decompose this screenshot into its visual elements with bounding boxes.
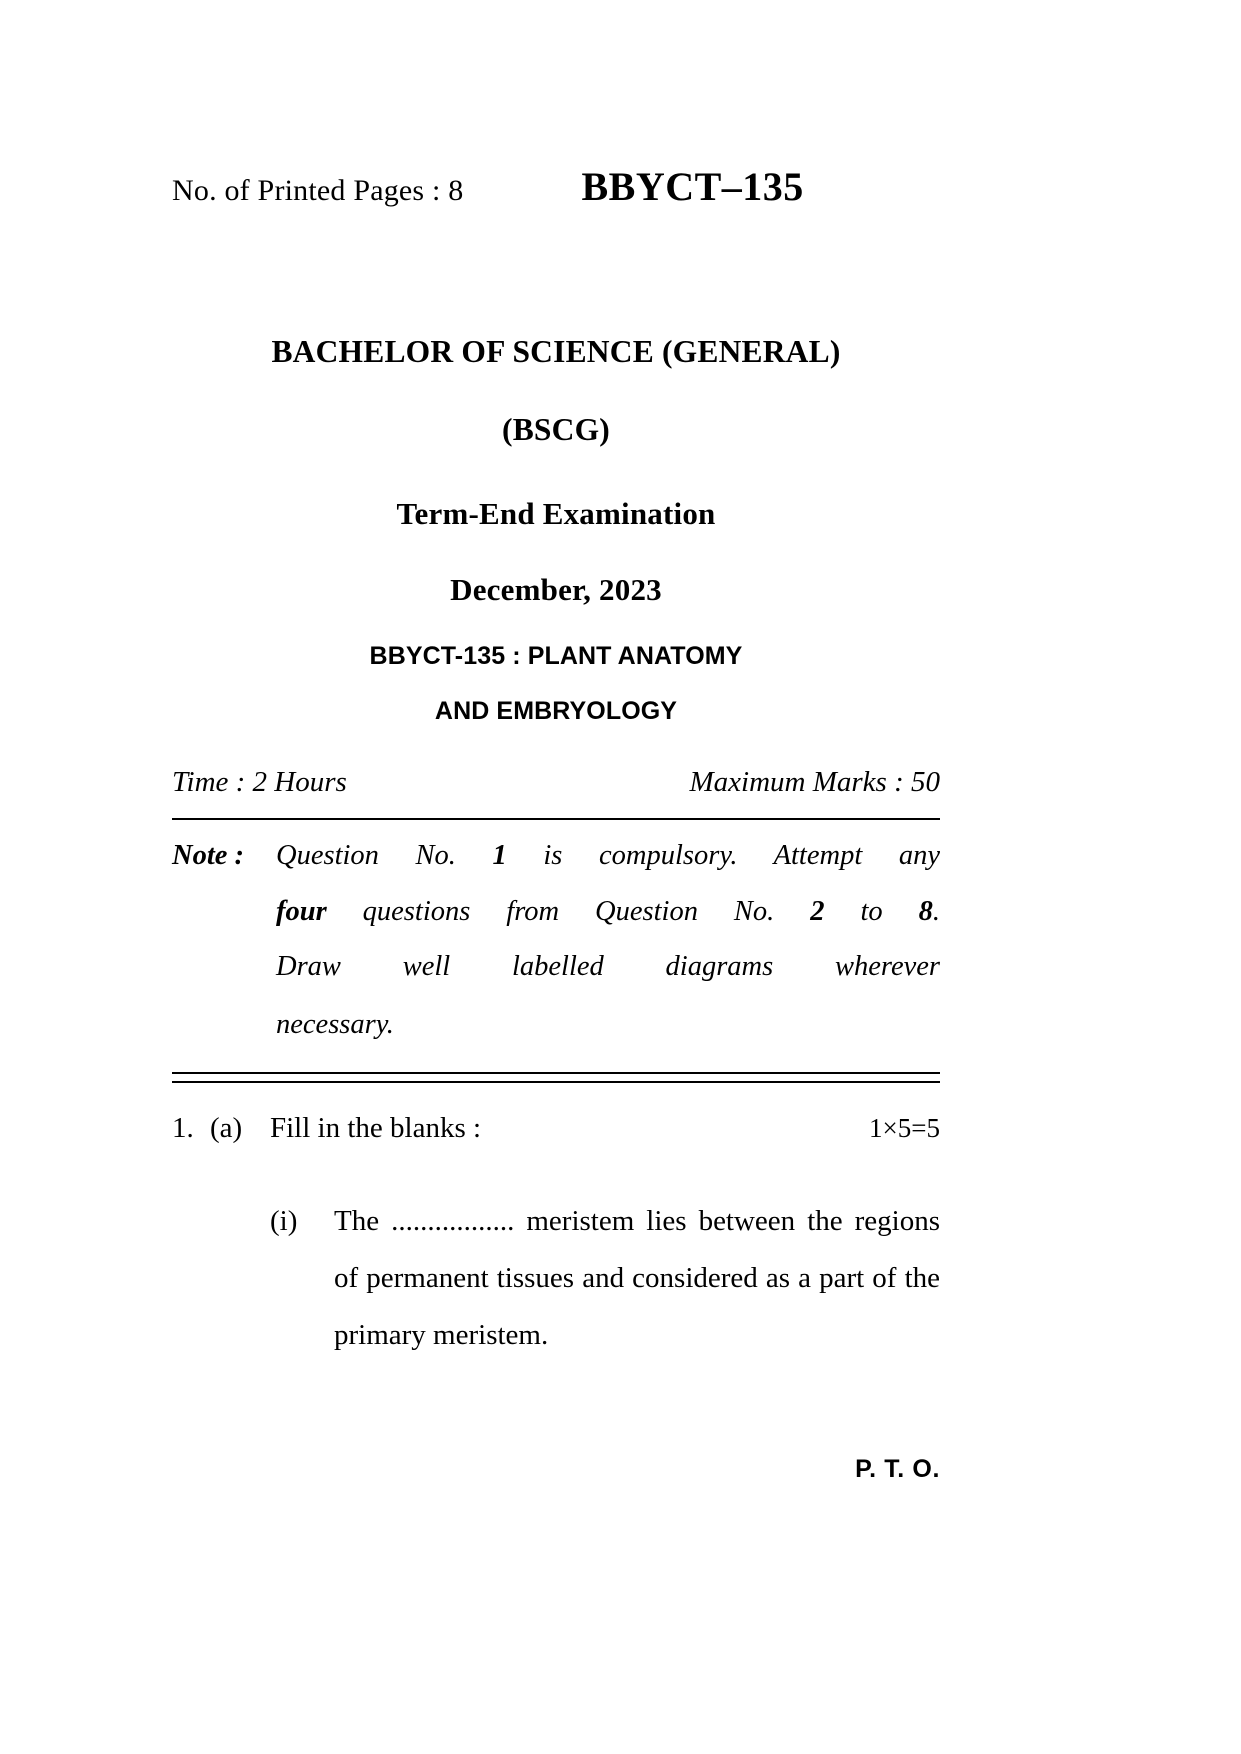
course-code: BBYCT–135 — [581, 164, 804, 209]
divider-rule-double — [172, 1072, 940, 1083]
degree-abbreviation: (BSCG) — [502, 411, 610, 447]
note-l2-bold-four: four — [276, 895, 327, 927]
maximum-marks: Maximum Marks : 50 — [689, 766, 940, 798]
note-label: Note : — [172, 840, 245, 871]
examination-type: Term-End Examination — [396, 495, 716, 531]
subject-title-line1: BBYCT-135 : PLANT ANATOMY — [369, 641, 743, 670]
note-first-line — [172, 842, 940, 871]
question-1-subitem-i — [172, 1193, 940, 1363]
question-marks: 1×5=5 — [869, 1113, 940, 1143]
degree-title: BACHELOR OF SCIENCE (GENERAL) — [271, 334, 841, 369]
examination-session: December, 2023 — [450, 571, 662, 607]
subitem-label: (i) — [270, 1205, 298, 1237]
subject-title-line2: AND EMBRYOLOGY — [434, 696, 678, 725]
note-l2-bold-eight: 8 — [918, 895, 933, 927]
note-line-1 — [276, 842, 940, 871]
note-l1-pre: Question No. — [276, 840, 493, 871]
page-turn-over-note — [172, 1455, 940, 1484]
note-line-3: Draw well labelled diagrams wherever — [276, 951, 940, 982]
exam-info-row — [172, 766, 940, 799]
question-text: Fill in the blanks : — [270, 1112, 482, 1144]
note-l2-mid: questions from Question No. — [326, 895, 811, 927]
note-line-2 — [172, 895, 940, 927]
question-1-header — [172, 1112, 940, 1145]
pto-label: P. T. O. — [855, 1455, 940, 1483]
note-l2-mid2: to — [824, 895, 919, 927]
note-l1-bold: 1 — [492, 840, 507, 871]
subitem-text: The ................. meristem lies between the regions of permanent tissues and considered as a part of the primary meristem. — [334, 1205, 940, 1351]
note-l1-post: is compulsory. Attempt any — [506, 840, 941, 871]
divider-rule-single — [172, 818, 940, 820]
printed-pages-label: No. of Printed Pages : 8 — [172, 174, 464, 207]
page-header — [172, 163, 940, 210]
instructions-note — [172, 842, 940, 1041]
note-line-4: necessary. — [276, 1008, 394, 1040]
question-part-label: (a) — [210, 1112, 243, 1144]
question-list — [172, 1112, 940, 1363]
time-allowed: Time : 2 Hours — [172, 766, 347, 798]
title-block — [172, 336, 940, 726]
note-l2-bold-two: 2 — [810, 895, 825, 927]
note-l2-post: . — [932, 895, 940, 927]
question-number: 1. — [172, 1112, 194, 1144]
